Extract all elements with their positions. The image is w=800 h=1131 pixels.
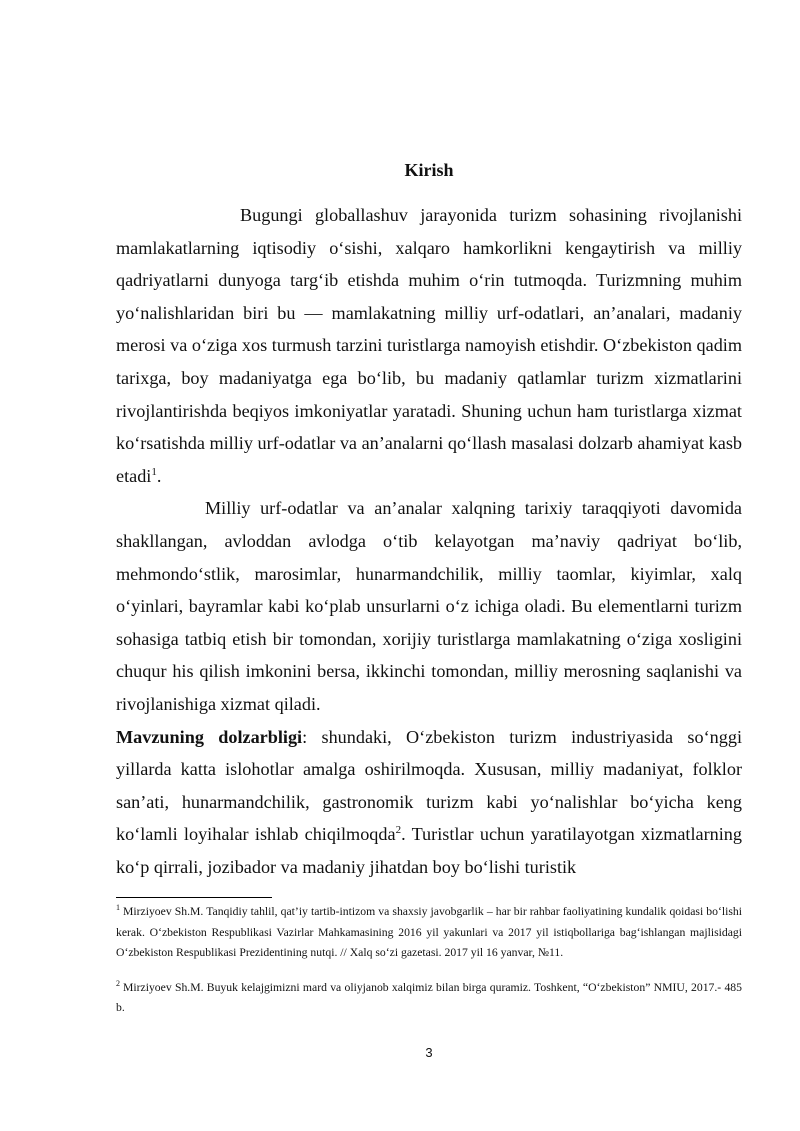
paragraph-3-text: : shundaki, O‘zbekiston turizm industriyasida so‘nggi yillarda katta islohotlar amalga oshirilmoqda. Xususan, milliy madaniyat, folklor san’ati, hunarmandchilik, gastronomik turizm kabi yo‘nalishlar bo‘yicha keng ko‘lamli loyihalar ishlab chiqilmoqda bbox=[116, 726, 742, 845]
footnote-2 bbox=[116, 978, 742, 1019]
body-text bbox=[116, 199, 742, 883]
footnotes bbox=[116, 902, 742, 1019]
footnote-1-mark: 1 bbox=[116, 903, 120, 913]
paragraph-traditions bbox=[116, 492, 742, 720]
footnote-1-text: Mirziyoev Sh.M. Tanqidiy tahlil, qat’iy tartib-intizom va shaxsiy javobgarlik – har bir rahbar faoliyatining kundalik qoidasi bo‘lishi kerak. O‘zbekiston Respublikasi Vazirlar Mahkamasining 2016 yil yakunlari va 2017 yil istiqbollariga bag‘ishlangan majlisidagi O‘zbekiston Respublikasi Prezidentining nutqi. // Xalq so‘zi gazetasi. 2017 yil 16 yanvar, №11. bbox=[116, 905, 742, 959]
paragraph-3-continuation: . Turistlar uchun yaratilayotgan xizmatlarning ko‘p qirrali, jozibador va madaniy jihatdan boy bo‘lishi turistik bbox=[116, 824, 742, 877]
footnote-1 bbox=[116, 902, 742, 964]
relevance-lead: Mavzuning dolzarbligi bbox=[116, 726, 303, 747]
paragraph-2-text: Milliy urf-odatlar va an’analar xalqning tarixiy taraqqiyoti davomida shakllangan, avloddan avlodga o‘tib kelayotgan ma’naviy qadriyat bo‘lib, mehmondo‘stlik, marosimlar, hunarmandchilik, milliy taomlar, kiyimlar, xalq o‘yinlari, bayramlar kabi ko‘plab unsurlarni o‘z ichiga oladi. Bu elementlarni turizm sohasiga tatbiq etish bir tomondan, xorijiy turistlarga mamlakatning o‘ziga xosligini chuqur his qilish imkonini bersa, ikkinchi tomondan, milliy merosning saqlanishi va rivojlanishiga xizmat qiladi. bbox=[116, 498, 742, 714]
footnote-ref-1[interactable]: 1 bbox=[151, 465, 157, 478]
paragraph-1-end: . bbox=[156, 465, 162, 486]
paragraph-1-text: Bugungi globallashuv jarayonida turizm sohasining rivojlanishi mamlakatlarning iqtisodiy o‘sishi, xalqaro hamkorlikni kengaytirish va milliy qadriyatlarni dunyoga targ‘ib etishda muhim o‘rin tutmoqda. Turizmning muhim yo‘nalishlaridan biri bu — mamlakatning milliy urf-odatlari, an’analari, madaniy merosi va o‘ziga xos turmush tarzini turistlarga namoyish etishdir. O‘zbekiston qadim tarixga, boy madaniyatga ega bo‘lib, bu madaniy qatlamlar turizm xizmatlarini rivojlantirishda beqiyos imkoniyatlar yaratadi. Shuning uchun ham turistlarga xizmat ko‘rsatishda milliy urf-odatlar va an’analarni qo‘llash masalasi dolzarb ahamiyat kasb etadi bbox=[116, 205, 742, 486]
section-heading: Kirish bbox=[404, 160, 454, 180]
footnote-ref-2[interactable]: 2 bbox=[395, 824, 402, 837]
footnote-separator bbox=[116, 897, 272, 898]
page-number: 3 bbox=[425, 1045, 433, 1060]
footnote-2-mark: 2 bbox=[116, 978, 120, 988]
paragraph-introduction bbox=[116, 199, 742, 492]
footnote-2-text: Mirziyoev Sh.M. Buyuk kelajgimizni mard va oliyjanob xalqimiz bilan birga quramiz. Toshkent, “O‘zbekiston” NMIU, 2017.- 485 b. bbox=[116, 980, 742, 1014]
paragraph-relevance bbox=[116, 721, 742, 884]
